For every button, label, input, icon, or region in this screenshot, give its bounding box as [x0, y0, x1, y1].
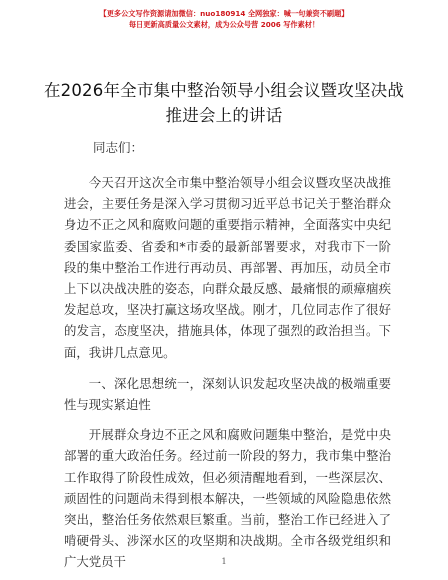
body-paragraph-section-1: 开展群众身边不正之风和腐败问题集中整治，是党中央部署的重大政治任务。经过前一阶段的努力，我市集中整治工作取得了阶段性成效，但必须清醒地看到，一些深层次、顽固性的问题尚未得到根本解决，一些领域的风险隐患依然突出，整治任务依然艰巨繁重。当前，整治工作已经进入了啃硬骨头、涉深水区的攻坚期和决战期。全市各级党组织和广大党员干 [64, 427, 391, 570]
document-title: 在2026年全市集中整治领导小组会议暨攻坚决战推进会上的讲话 [43, 81, 405, 125]
page-number: 1 [221, 557, 227, 566]
promo-banner [0, 8, 448, 30]
section-heading-1: 一、深化思想统一，深刻认识发起攻坚决战的极端重要性与现实紧迫性 [64, 375, 391, 413]
document-body [64, 172, 391, 573]
promo-banner-line-1: 【更多公文写作资源请加微信：nuo180914 全网独家：喊一句兼资不刷题】 [99, 9, 349, 18]
salutation: 同志们： [93, 140, 144, 155]
promo-banner-line-2: 每日更新高质量公文素材，成为公众号营 2006 写作素材！ [128, 20, 320, 29]
body-paragraph-opening: 今天召开这次全市集中整治领导小组会议暨攻坚决战推进会，主要任务是深入学习贯彻习近平总书记关于整治群众身边不正之风和腐败问题的重要指示精神，全面落实中央纪委国家监委、省委和*市委的最新部署要求，对我市下一阶段的集中整治工作进行再动员、再部署、再加压，动员全市上下以决战决胜的姿态，向群众最反感、最痛恨的顽瘴痼疾发起总攻，坚决打赢这场攻坚战。刚才，几位同志作了很好的发言，态度坚决，措施具体，体现了强烈的政治担当。下面，我讲几点意见。 [64, 175, 391, 360]
